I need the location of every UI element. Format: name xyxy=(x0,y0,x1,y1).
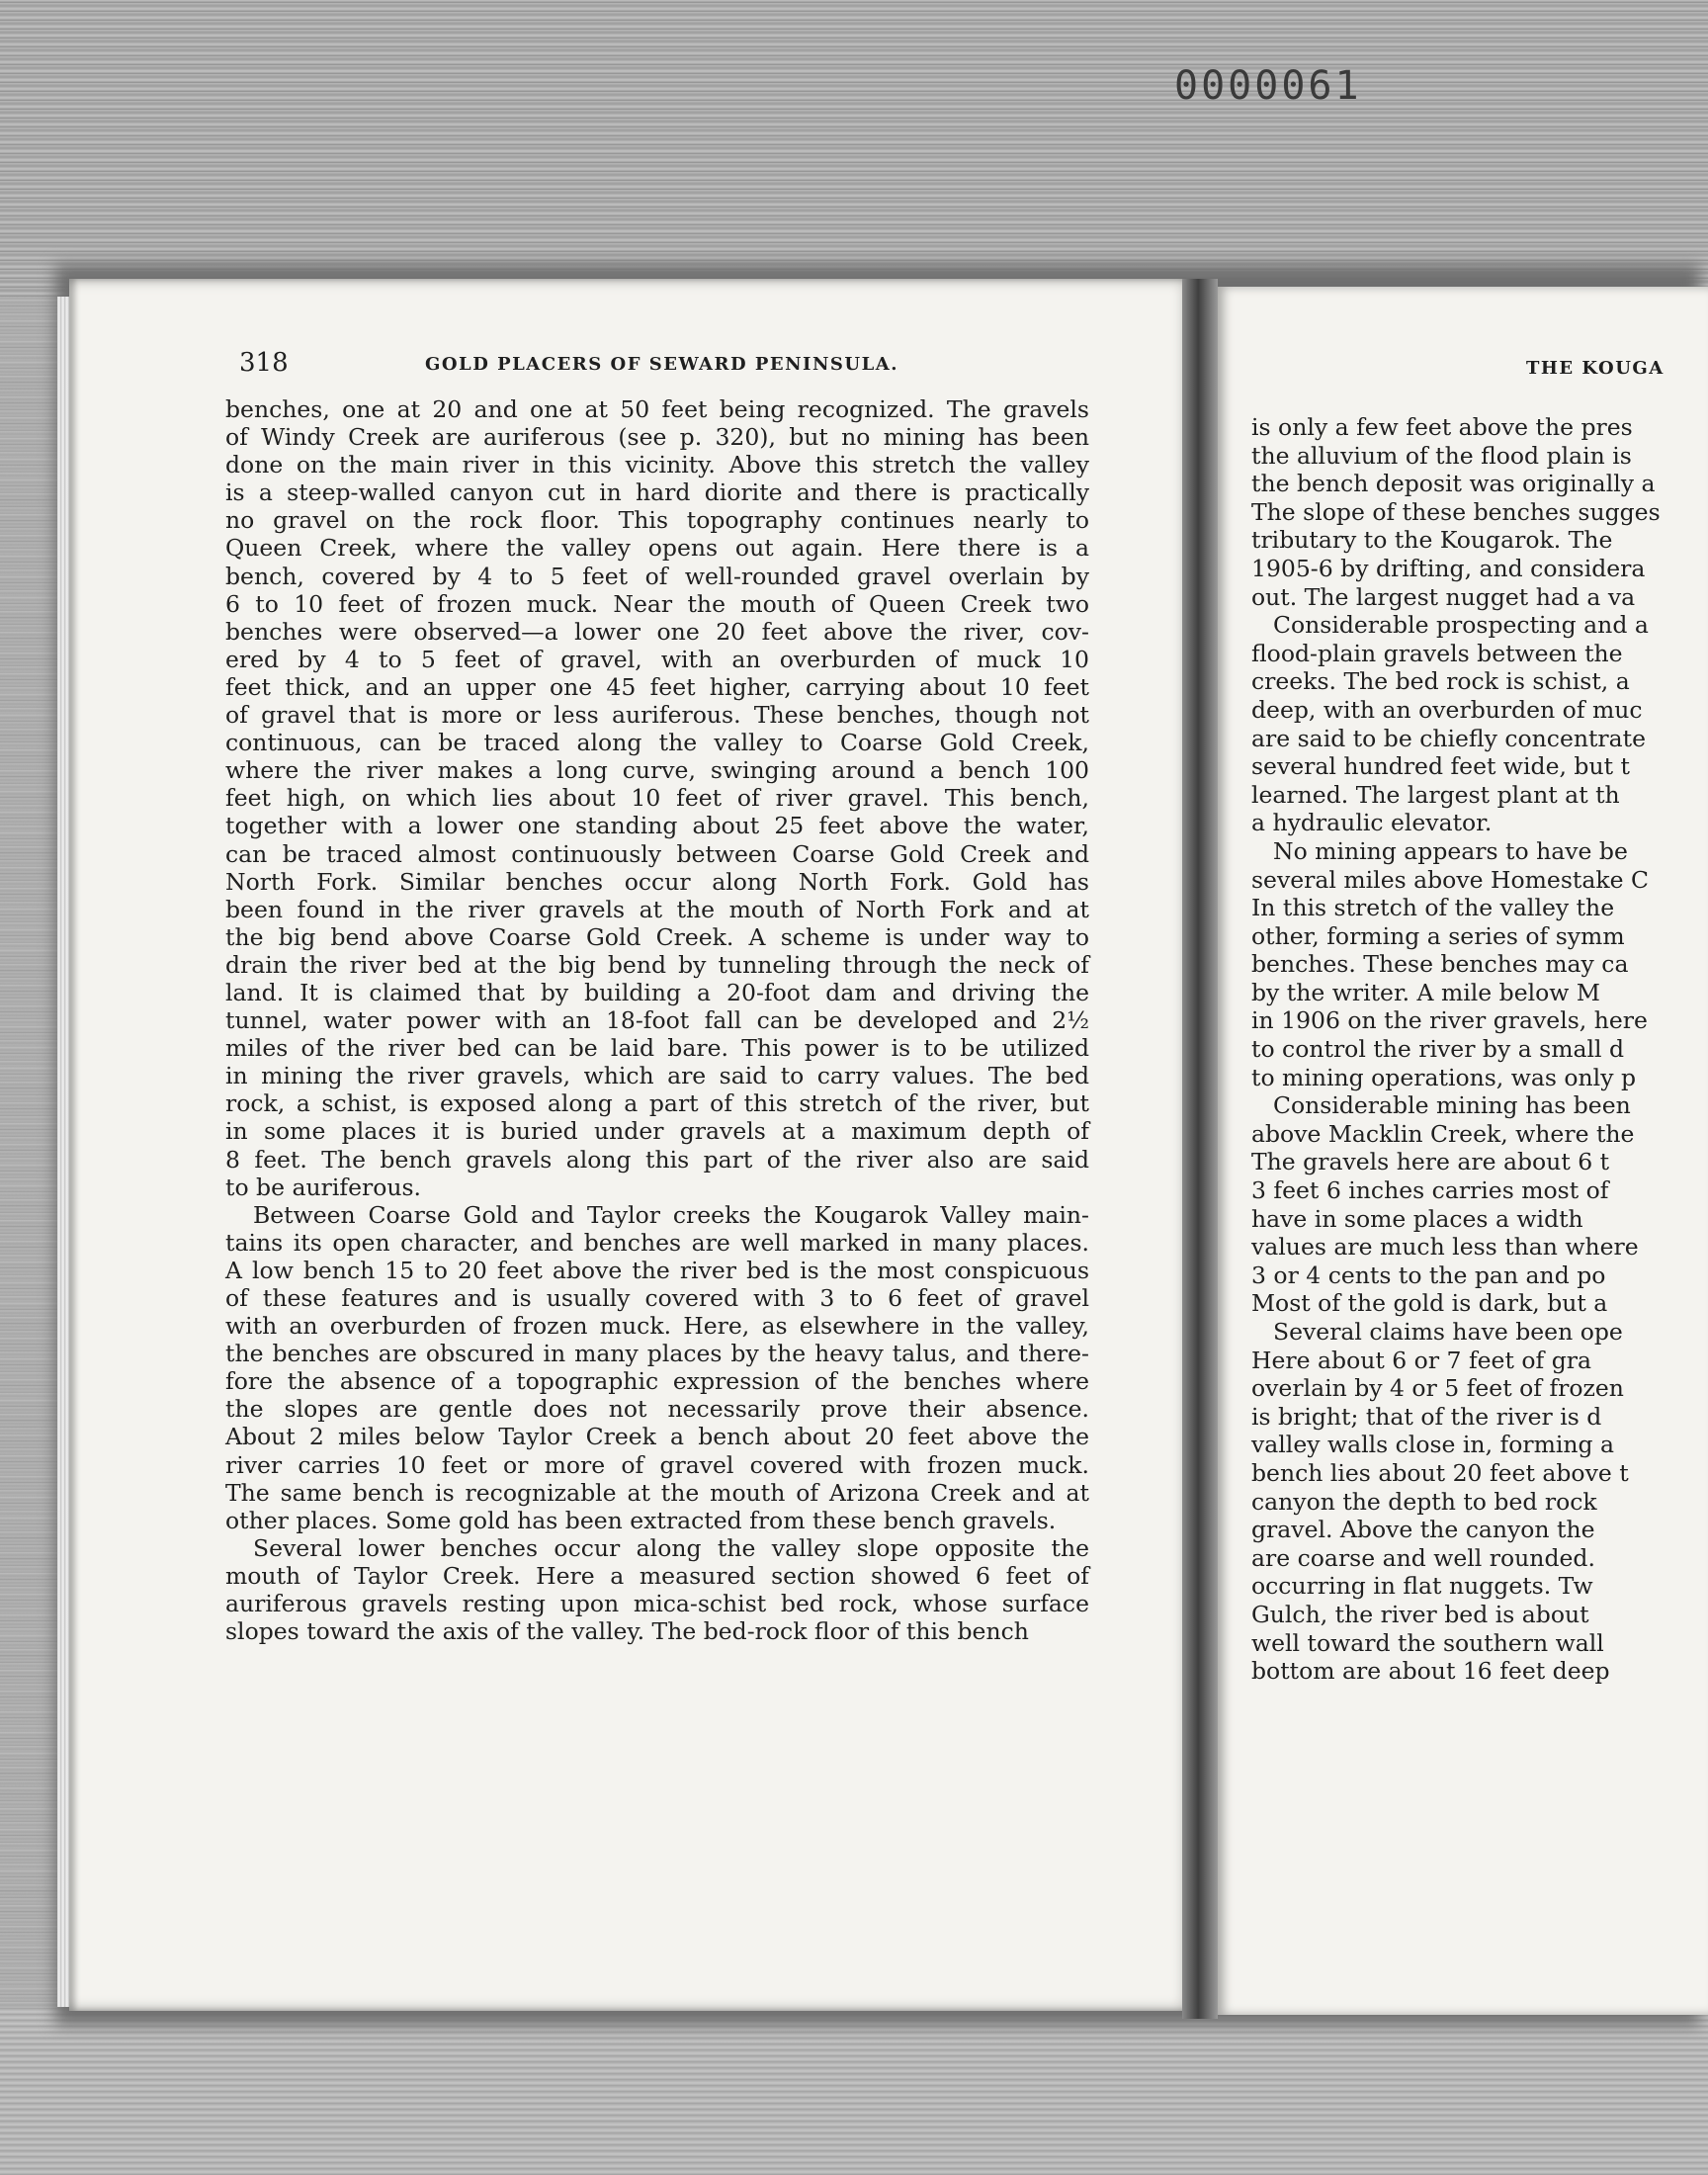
text-line: Here about 6 or 7 feet of gra xyxy=(1251,1346,1591,1374)
text-line: river carries 10 feet or more of gravel covered with frozen muck. xyxy=(225,1450,1089,1479)
text-line: fore the absence of a topographic expression of the benches where xyxy=(225,1367,1089,1396)
text-line: the bench deposit was originally a xyxy=(1251,470,1656,498)
text-line: the alluvium of the flood plain is xyxy=(1251,441,1632,470)
text-line: together with a lower one standing about 25 feet above the water, xyxy=(225,812,1089,840)
text-line: 3 or 4 cents to the pan and po xyxy=(1251,1261,1606,1289)
text-line: In this stretch of the valley the xyxy=(1251,894,1615,922)
text-line: drain the river bed at the big bend by tunneling through the neck of xyxy=(225,950,1089,979)
text-line: feet high, on which lies about 10 feet of river gravel. This bench, xyxy=(225,784,1089,813)
text-line: benches, one at 20 and one at 50 feet being recognized. The gravels xyxy=(225,395,1089,423)
text-line: flood-plain gravels between the xyxy=(1251,639,1623,667)
text-line: tains its open character, and benches are well marked in many places. xyxy=(225,1228,1089,1257)
scan-background-top xyxy=(0,0,1708,297)
text-line: bench, covered by 4 to 5 feet of well-rounded gravel overlain by xyxy=(225,562,1089,590)
text-line: valley walls close in, forming a xyxy=(1251,1431,1615,1459)
text-line: benches. These benches may ca xyxy=(1251,950,1629,979)
text-line: of these features and is usually covered with 3 to 6 feet of gravel xyxy=(225,1284,1089,1312)
text-line: 1905-6 by drifting, and considera xyxy=(1251,554,1646,582)
text-line: bottom are about 16 feet deep xyxy=(1251,1657,1610,1686)
text-line: is a steep-walled canyon cut in hard diorite and there is practically xyxy=(225,478,1089,507)
text-line: Queen Creek, where the valley opens out again. Here there is a xyxy=(225,534,1089,563)
text-line: No mining appears to have be xyxy=(1273,836,1628,865)
text-line: is bright; that of the river is d xyxy=(1251,1402,1602,1431)
text-line: have in some places a width xyxy=(1251,1204,1583,1233)
document-number-stamp: 0000061 xyxy=(1174,63,1362,109)
text-line: land. It is claimed that by building a 20-foot dam and driving the xyxy=(225,978,1089,1006)
text-line: the big bend above Coarse Gold Creek. A scheme is under way to xyxy=(225,922,1089,951)
text-line: in 1906 on the river gravels, here xyxy=(1251,1006,1648,1035)
text-line: out. The largest nugget had a va xyxy=(1251,582,1636,611)
text-line: Several claims have been ope xyxy=(1273,1318,1623,1346)
text-line: other places. Some gold has been extracted from these bench gravels. xyxy=(225,1506,1057,1534)
text-line: been found in the river gravels at the mouth of North Fork and at xyxy=(225,895,1089,923)
text-line: to be auriferous. xyxy=(225,1173,422,1201)
text-line: creeks. The bed rock is schist, a xyxy=(1251,667,1630,696)
text-line: to mining operations, was only p xyxy=(1251,1063,1636,1091)
text-line: occurring in flat nuggets. Tw xyxy=(1251,1572,1593,1601)
text-line: overlain by 4 or 5 feet of frozen xyxy=(1251,1374,1624,1403)
text-line: is only a few feet above the pres xyxy=(1251,413,1633,441)
text-line: of Windy Creek are auriferous (see p. 320), but no mining has been xyxy=(225,423,1089,452)
text-line: well toward the southern wall xyxy=(1251,1628,1604,1657)
text-line: tunnel, water power with an 18-foot fall can be developed and 2½ xyxy=(225,1006,1089,1035)
text-line: North Fork. Similar benches occur along North Fork. Gold has xyxy=(225,867,1089,896)
text-line: where the river makes a long curve, swinging around a bench 100 xyxy=(225,756,1089,785)
text-line: Several lower benches occur along the valley slope opposite the xyxy=(253,1533,1089,1562)
text-line: in some places it is buried under gravels at a maximum depth of xyxy=(225,1117,1089,1146)
text-line: rock, a schist, is exposed along a part of this stretch of the river, but xyxy=(225,1089,1089,1118)
text-line: Considerable mining has been xyxy=(1273,1091,1631,1120)
text-line: several hundred feet wide, but t xyxy=(1251,752,1630,781)
text-line: values are much less than where xyxy=(1251,1233,1639,1262)
text-line: canyon the depth to bed rock xyxy=(1251,1487,1597,1516)
right-page-body xyxy=(1251,413,1708,1686)
text-line: to control the river by a small d xyxy=(1251,1035,1625,1064)
text-line: in mining the river gravels, which are said to carry values. The bed xyxy=(225,1062,1089,1090)
text-line: Considerable prospecting and a xyxy=(1273,611,1649,640)
text-line: The gravels here are about 6 t xyxy=(1251,1148,1610,1176)
text-line: auriferous gravels resting upon mica-schist bed rock, whose surface xyxy=(225,1590,1089,1618)
text-line: learned. The largest plant at th xyxy=(1251,780,1620,809)
text-line: the benches are obscured in many places by the heavy talus, and there- xyxy=(225,1340,1089,1368)
text-line: ered by 4 to 5 feet of gravel, with an overburden of muck 10 xyxy=(225,645,1089,673)
text-line: About 2 miles below Taylor Creek a bench about 20 feet above the xyxy=(225,1423,1089,1451)
left-page-header xyxy=(239,348,1089,384)
text-line: can be traced almost continuously between Coarse Gold Creek and xyxy=(225,839,1089,868)
text-line: Between Coarse Gold and Taylor creeks the Kougarok Valley main- xyxy=(253,1200,1089,1229)
text-line: gravel. Above the canyon the xyxy=(1251,1516,1595,1544)
text-line: The same bench is recognizable at the mouth of Arizona Creek and at xyxy=(225,1478,1089,1507)
text-line: mouth of Taylor Creek. Here a measured section showed 6 feet of xyxy=(225,1561,1089,1590)
text-line: several miles above Homestake C xyxy=(1251,865,1649,894)
text-line: continuous, can be traced along the valley to Coarse Gold Creek, xyxy=(225,729,1089,757)
text-line: 8 feet. The bench gravels along this part of the river also are said xyxy=(225,1145,1089,1174)
text-line: are coarse and well rounded. xyxy=(1251,1543,1595,1572)
text-line: of gravel that is more or less auriferous. These benches, though not xyxy=(225,701,1089,730)
text-line: feet thick, and an upper one 45 feet higher, carrying about 10 feet xyxy=(225,672,1089,701)
text-line: above Macklin Creek, where the xyxy=(1251,1119,1635,1148)
text-line: A low bench 15 to 20 feet above the river bed is the most conspicuous xyxy=(225,1256,1089,1284)
text-line: Most of the gold is dark, but a xyxy=(1251,1289,1608,1318)
text-line: deep, with an overburden of muc xyxy=(1251,695,1643,724)
text-line: 3 feet 6 inches carries most of xyxy=(1251,1176,1609,1205)
text-line: a hydraulic elevator. xyxy=(1251,809,1493,837)
text-line: are said to be chiefly concentrate xyxy=(1251,724,1647,752)
book-gutter xyxy=(1182,279,1218,2019)
text-line: tributary to the Kougarok. The xyxy=(1251,526,1613,555)
running-head-left: GOLD PLACERS OF SEWARD PENINSULA. xyxy=(425,354,898,375)
text-line: other, forming a series of symm xyxy=(1251,921,1625,950)
left-page-body xyxy=(225,395,1089,1645)
text-line: benches were observed—a lower one 20 feet above the river, cov- xyxy=(225,617,1089,646)
text-line: with an overburden of frozen muck. Here, as elsewhere in the valley, xyxy=(225,1312,1089,1341)
text-line: miles of the river bed can be laid bare. This power is to be utilized xyxy=(225,1034,1089,1063)
text-line: slopes toward the axis of the valley. The bed-rock floor of this bench xyxy=(225,1617,1029,1646)
running-head-right: THE KOUGA xyxy=(1526,358,1665,379)
text-line: no gravel on the rock floor. This topography continues nearly to xyxy=(225,506,1089,535)
page-number: 318 xyxy=(239,348,289,378)
text-line: done on the main river in this vicinity. Above this stretch the valley xyxy=(225,451,1089,479)
text-line: bench lies about 20 feet above t xyxy=(1251,1458,1629,1487)
text-line: Gulch, the river bed is about xyxy=(1251,1600,1589,1628)
text-line: by the writer. A mile below M xyxy=(1251,978,1600,1006)
text-line: The slope of these benches sugges xyxy=(1251,497,1661,526)
scan-background-bottom xyxy=(0,2007,1708,2175)
text-line: 6 to 10 feet of frozen muck. Near the mouth of Queen Creek two xyxy=(225,589,1089,618)
text-line: the slopes are gentle does not necessarily prove their absence. xyxy=(225,1395,1089,1424)
